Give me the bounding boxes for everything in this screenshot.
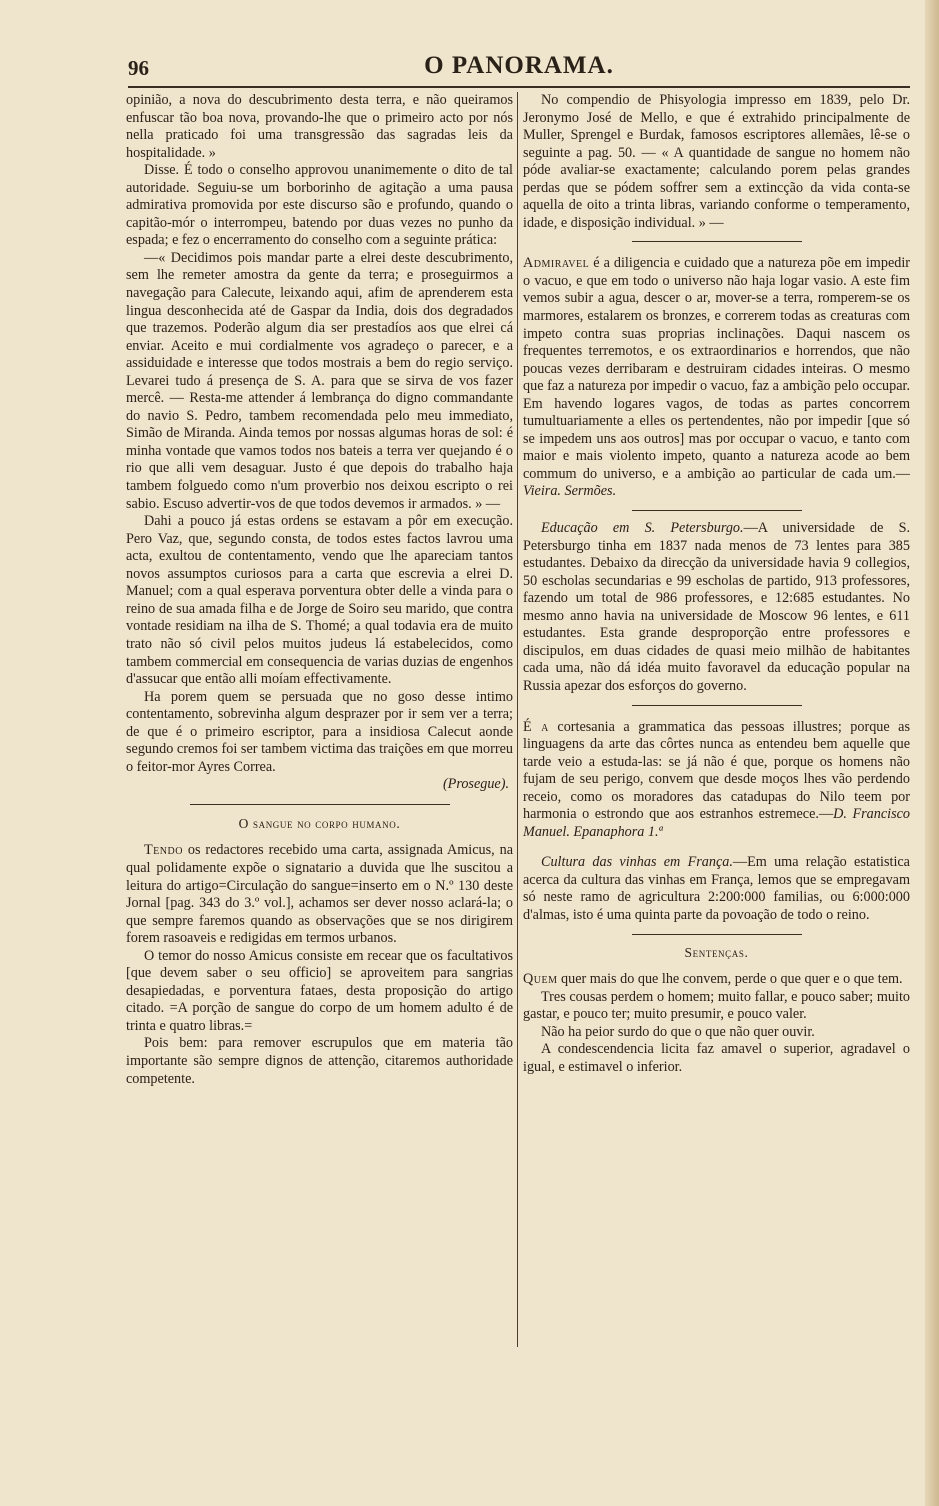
- lead-word: Quem: [523, 971, 558, 988]
- paragraph: No compendio de Phisyologia impresso em 1839, pelo Dr. Jeronymo José de Mello, e que é extrahido principalmente de Muller, Sprengel e Burdak, famosos escriptores allemães, lê-se o seguinte a pag. 50. — « A quantidade de sangue no homem não póde avaliar-se exactamente; calculando porem pelas grandes perdas que se pódem soffrer sem a extincção da vida conta-se aquella de oito a trinta libras, variando conforme o temperamento, idade, e disposição individual. » —: [523, 92, 910, 231]
- paragraph: —« Decidimos pois mandar parte a elrei deste descubrimento, sem lhe remeter amostra da gente da terra; e proseguirmos a navegação para Calecute, leixando aqui, afim de aprenderem esta lingua desconhecida até de Gaspar da India, dois dos degradados que trazemos. Poderão algum dia ser prestadíos aos que elrei cá enviar. Aceito e mui cordialmente vos agradeço o parecer, e a assiduidade e interesse que todos mostrais a bem do regio serviço. Levarei tudo á presença de S. A. para que se sirva de vos fazer mercê. — Resta-me attender á lembrança do digno commandante do navio S. Pedro, tambem recomendada pelo meu immediato, Simão de Miranda. Ainda temos por nossas algumas horas de sol: é minha vontade que vamos todos nos bateis a terra ver quejando é o rio que alli vem desaguar. Justo é que depois do trabalho haja tambem folguedo como n'um proverbio nos deixou escripto o rei sabio. Escuso advertir-vos de que todos devemos ir armados. » —: [126, 249, 513, 512]
- paragraph: O temor do nosso Amicus consiste em recear que os facultativos [que devem saber o seu officio] se aproveitem para sangrias desapiedadas, e porventura fataes, desta proposição do artigo citado. =A porção de sangue do corpo de um homem adulto é de trinta e quatro libras.=: [126, 947, 513, 1034]
- paragraph-text: —A universidade de S. Petersburgo tinha em 1837 nada menos de 73 lentes para 385 estudantes. Debaixo da direcção da universidade havia 9 collegios, 50 escholas secundarias e 99 escholas de partido, 913 professores, fazendo um total de 986 professores, e 12:685 estudantes. No mesmo anno havia na universidade de Moscow 96 lentes, e 611 estudantes. Esta grande desproporção entre professores e discipulos, em duas cidades de quasi meio milhão de habitantes cada uma, não dá idéa muito favoravel da educação popular na Russia apezar dos esforços do governo.: [523, 520, 911, 694]
- paragraph: Pois bem: para remover escrupulos que em materia tão importante são sempre dignos de attenção, citaremos authoridade competente.: [126, 1035, 513, 1087]
- source-citation: D. Francisco Manuel. Epanaphora 1.ª: [523, 806, 910, 840]
- paragraph-text: —Em uma relação estatistica acerca da cultura das vinhas em França, lemos que se empregavam só neste ramo de agricultura 2:200:000 familias, ou 6:000:000 d'almas, isto é uma quinta parte da povoação de todo o reino.: [523, 854, 910, 923]
- running-title: O PANORAMA.: [424, 52, 614, 79]
- sentence: [523, 971, 910, 989]
- lead-word: Admiravel: [523, 255, 590, 272]
- section-title: O sangue no corpo humano.: [238, 815, 401, 831]
- continuation-note: (Prosegue).: [442, 776, 509, 793]
- lead-word: Tendo: [144, 842, 183, 859]
- left-column: [126, 92, 513, 1088]
- paragraph: opinião, a nova do descubrimento desta terra, e não queiramos enfuscar tão boa nova, provando-lhe que o primeiro acto por nós nella praticado foi uma transgressão das sagradas leis da hospitalidade. »: [126, 92, 513, 161]
- paragraph-text: é a diligencia e cuidado que a natureza põe em impedir o vacuo, e que em todo o universo não haja logar vasio. A este fim vemos subir a agua, descer o ar, mover-se a terra, romperem-se os marmores, estalarem os bronzes, e correrem todas as creaturas com impeto contra suas proprias inclinações. Daqui nascem os frequentes terremotos, e os extraordinarios e horrendos, que não poucas vezes derribaram e destruiram cidades inteiras. O mesmo que faz a natureza por impedir o vacuo, faz a ambição pelo occupar. Em havendo logares vagos, de todas as partes concorrem tumultuariamente a elles os pertendentes, não por impedir [que só se impedem uns aos outros] mas por occupar o vacuo, e tanto com maior e mais violento impeto, quanto a natureza acode ao bem commum do universo, e a ambição ao particular de cada um.—: [523, 255, 910, 482]
- section-divider: [632, 934, 802, 935]
- paragraph: Disse. É todo o conselho approvou unanimemente o dito de tal autoridade. Seguiu-se um borborinho de agitação a uma pausa admirativa promovida por este discurso são e profundo, quando o capitão-mór o interrompeu, batendo por duas vezes no punho da espada; e fez o encerramento do conselho com a seguinte prática:: [126, 162, 513, 249]
- section-title: Sentenças.: [684, 944, 749, 960]
- paragraph: [523, 255, 910, 501]
- paragraph-text: os redactores recebido uma carta, assignada Amicus, na qual polidamente expõe o signatario a duvida que lhe suscitou a leitura do artigo=Circulação do sangue=inserto em o N.º 130 deste Jornal [pag. 343 do 3.º vol.], achamos ser dever nosso aclará-la; o que sempre faremos quando as observações que se nos dirigirem forem rasoaveis e redigidas em termos urbanos.: [126, 842, 513, 947]
- header-rule: [128, 86, 910, 88]
- paragraph: [523, 719, 910, 842]
- section-divider: [632, 241, 802, 242]
- sentence: Tres cousas perdem o homem; muito fallar, e pouco saber; muito gastar, e pouco ter; muito presumir, e pouco valer.: [523, 988, 910, 1023]
- section-divider: [632, 705, 802, 706]
- lead-word: É a: [523, 718, 549, 735]
- source-citation: Vieira. Sermões.: [523, 483, 617, 500]
- paragraph-text: cortesania a grammatica das pessoas illustres; porque as linguagens da arte das côrtes nunca as entendeu bem aquelle que tarde veio a estuda-las: se já não é que, porque os homens não fujam de seu perigo, convem que desde moços lhes vão perdendo receio, como os moradores das catadupas do Nilo teem por harmonia o estrondo que aos estranhos estremece.—: [523, 718, 910, 823]
- paragraph: Dahi a pouco já estas ordens se estavam a pôr em execução. Pero Vaz, que, segundo consta, de todos estes factos lavrou uma acta, exultou de contentamento, vendo que lhe apareciam tantos novos assumptos curiosos para a carta que escrevia a elrei D. Manuel; com a qual esperava porventura obter delle a vinda para o reino de sua amada filha e de Jorge de Soiro seu marido, que contra vontade residiam na ilha de S. Thomé; a qual todavia era de muito trato não só civil pelos muitos judeus lá estabelecidos, como tambem commercial em consequencia de varias duzias de engenhos d'assucar que então alli moíam effectivamente.: [126, 513, 513, 688]
- sentence: A condescendencia licita faz amavel o superior, agradavel o igual, e estimavel o inferior.: [523, 1041, 910, 1075]
- section-divider: [632, 510, 802, 511]
- right-column: [523, 92, 910, 1076]
- section-divider: [190, 804, 450, 805]
- paragraph: [126, 842, 513, 947]
- page-number: 96: [128, 56, 149, 80]
- sentence: Não ha peior surdo do que o que não quer ouvir.: [541, 1023, 815, 1040]
- paragraph: [523, 520, 910, 695]
- paragraph: Ha porem quem se persuada que no goso desse intimo contentamento, sobrevinha algum desprazer por ir sem ver a terra; de que é o primeiro escriptor, para a insidiosa Calecut aonde segundo cremos foi ser tambem victima das traições em que morreu o feitor-mor Ayres Correa.: [126, 688, 513, 775]
- column-divider: [517, 92, 518, 1347]
- sentence-text: quer mais do que lhe convem, perde o que quer e o que tem.: [557, 971, 903, 988]
- page-edge: [925, 0, 939, 1506]
- page-header: [128, 48, 910, 84]
- paragraph: [523, 854, 910, 924]
- item-title: Educação em S. Petersburgo.: [541, 520, 744, 537]
- item-title: Cultura das vinhas em França.: [541, 854, 733, 871]
